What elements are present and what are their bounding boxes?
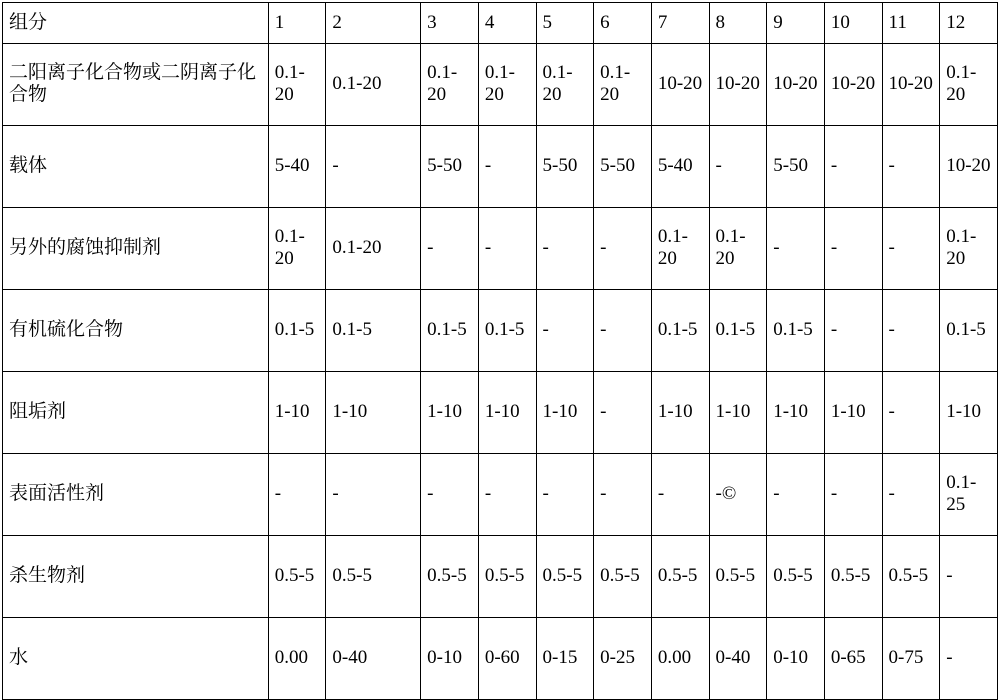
header-cell-11: 11 [882,3,940,44]
row-label-organosulfur-compound: 有机硫化合物 [3,290,269,372]
cell-r3-c12: 0.1-5 [940,290,998,372]
cell-r6-c7: 0.5-5 [651,536,709,618]
cell-r4-c5: 1-10 [536,372,594,454]
table-row [3,618,998,700]
cell-r4-c6: - [594,372,652,454]
header-cell-8: 8 [709,3,767,44]
cell-r7-c3: 0-10 [421,618,479,700]
cell-r1-c8: - [709,126,767,208]
cell-r0-c10: 10-20 [824,44,882,126]
cell-r6-c3: 0.5-5 [421,536,479,618]
cell-r2-c11: - [882,208,940,290]
cell-r3-c7: 0.1-5 [651,290,709,372]
header-cell-2: 2 [326,3,421,44]
cell-r5-c9: - [767,454,825,536]
row-label-carrier: 载体 [3,126,269,208]
cell-r6-c10: 0.5-5 [824,536,882,618]
cell-r2-c5: - [536,208,594,290]
cell-r3-c3: 0.1-5 [421,290,479,372]
cell-r7-c9: 0-10 [767,618,825,700]
cell-r0-c5: 0.1-20 [536,44,594,126]
composition-table [2,2,998,700]
table-row [3,44,998,126]
cell-r2-c7: 0.1-20 [651,208,709,290]
header-cell-9: 9 [767,3,825,44]
row-label-water: 水 [3,618,269,700]
row-label-scale-inhibitor: 阻垢剂 [3,372,269,454]
header-cell-7: 7 [651,3,709,44]
header-cell-4: 4 [478,3,536,44]
cell-r7-c1: 0.00 [268,618,326,700]
cell-r6-c2: 0.5-5 [326,536,421,618]
cell-r7-c8: 0-40 [709,618,767,700]
table-row [3,126,998,208]
header-cell-1: 1 [268,3,326,44]
cell-r5-c8: -© [709,454,767,536]
cell-r6-c6: 0.5-5 [594,536,652,618]
header-cell-component: 组分 [3,3,269,44]
cell-r4-c3: 1-10 [421,372,479,454]
cell-r1-c12: 10-20 [940,126,998,208]
cell-r3-c10: - [824,290,882,372]
row-label-biocide: 杀生物剂 [3,536,269,618]
cell-r5-c1: - [268,454,326,536]
cell-r5-c12: 0.1-25 [940,454,998,536]
cell-r0-c8: 10-20 [709,44,767,126]
cell-r7-c4: 0-60 [478,618,536,700]
cell-r6-c12: - [940,536,998,618]
cell-r0-c2: 0.1-20 [326,44,421,126]
cell-r0-c11: 10-20 [882,44,940,126]
table-row [3,290,998,372]
cell-r4-c12: 1-10 [940,372,998,454]
header-cell-5: 5 [536,3,594,44]
cell-r4-c7: 1-10 [651,372,709,454]
cell-r4-c11: - [882,372,940,454]
cell-r2-c4: - [478,208,536,290]
cell-r3-c11: - [882,290,940,372]
cell-r5-c4: - [478,454,536,536]
cell-r4-c8: 1-10 [709,372,767,454]
header-cell-3: 3 [421,3,479,44]
cell-r7-c7: 0.00 [651,618,709,700]
table-row [3,372,998,454]
cell-r3-c1: 0.1-5 [268,290,326,372]
cell-r2-c8: 0.1-20 [709,208,767,290]
cell-r2-c10: - [824,208,882,290]
cell-r0-c4: 0.1-20 [478,44,536,126]
cell-r1-c3: 5-50 [421,126,479,208]
table-row [3,454,998,536]
cell-r3-c8: 0.1-5 [709,290,767,372]
cell-r3-c2: 0.1-5 [326,290,421,372]
cell-r1-c7: 5-40 [651,126,709,208]
cell-r4-c10: 1-10 [824,372,882,454]
cell-r2-c9: - [767,208,825,290]
cell-r4-c4: 1-10 [478,372,536,454]
cell-r7-c2: 0-40 [326,618,421,700]
cell-r1-c9: 5-50 [767,126,825,208]
cell-r4-c2: 1-10 [326,372,421,454]
cell-r5-c7: - [651,454,709,536]
cell-r0-c6: 0.1-20 [594,44,652,126]
cell-r2-c6: - [594,208,652,290]
row-label-additional-corrosion-inhibitor: 另外的腐蚀抑制剂 [3,208,269,290]
cell-r7-c12: - [940,618,998,700]
cell-r6-c8: 0.5-5 [709,536,767,618]
table-row [3,208,998,290]
cell-r5-c11: - [882,454,940,536]
cell-r2-c2: 0.1-20 [326,208,421,290]
cell-r1-c10: - [824,126,882,208]
row-label-surfactant: 表面活性剂 [3,454,269,536]
cell-r1-c5: 5-50 [536,126,594,208]
cell-r3-c9: 0.1-5 [767,290,825,372]
cell-r5-c10: - [824,454,882,536]
table-header-row [3,3,998,44]
cell-r1-c2: - [326,126,421,208]
cell-r0-c12: 0.1-20 [940,44,998,126]
cell-r2-c1: 0.1-20 [268,208,326,290]
cell-r6-c11: 0.5-5 [882,536,940,618]
cell-r6-c4: 0.5-5 [478,536,536,618]
cell-r5-c3: - [421,454,479,536]
cell-r1-c6: 5-50 [594,126,652,208]
document-page [0,2,1000,668]
cell-r7-c6: 0-25 [594,618,652,700]
cell-r1-c1: 5-40 [268,126,326,208]
cell-r5-c5: - [536,454,594,536]
cell-r2-c12: 0.1-20 [940,208,998,290]
cell-r3-c5: - [536,290,594,372]
header-cell-12: 12 [940,3,998,44]
cell-r0-c9: 10-20 [767,44,825,126]
cell-r2-c3: - [421,208,479,290]
cell-r3-c4: 0.1-5 [478,290,536,372]
cell-r1-c11: - [882,126,940,208]
cell-r6-c1: 0.5-5 [268,536,326,618]
cell-r7-c11: 0-75 [882,618,940,700]
cell-r7-c10: 0-65 [824,618,882,700]
cell-r4-c9: 1-10 [767,372,825,454]
cell-r0-c3: 0.1-20 [421,44,479,126]
cell-r3-c6: - [594,290,652,372]
cell-r1-c4: - [478,126,536,208]
cell-r0-c7: 10-20 [651,44,709,126]
cell-r6-c5: 0.5-5 [536,536,594,618]
cell-r0-c1: 0.1-20 [268,44,326,126]
header-cell-6: 6 [594,3,652,44]
table-row [3,536,998,618]
cell-r6-c9: 0.5-5 [767,536,825,618]
cell-r5-c6: - [594,454,652,536]
header-cell-10: 10 [824,3,882,44]
cell-r4-c1: 1-10 [268,372,326,454]
row-label-dication: 二阳离子化合物或二阴离子化合物 [3,44,269,126]
cell-r7-c5: 0-15 [536,618,594,700]
cell-r5-c2: - [326,454,421,536]
